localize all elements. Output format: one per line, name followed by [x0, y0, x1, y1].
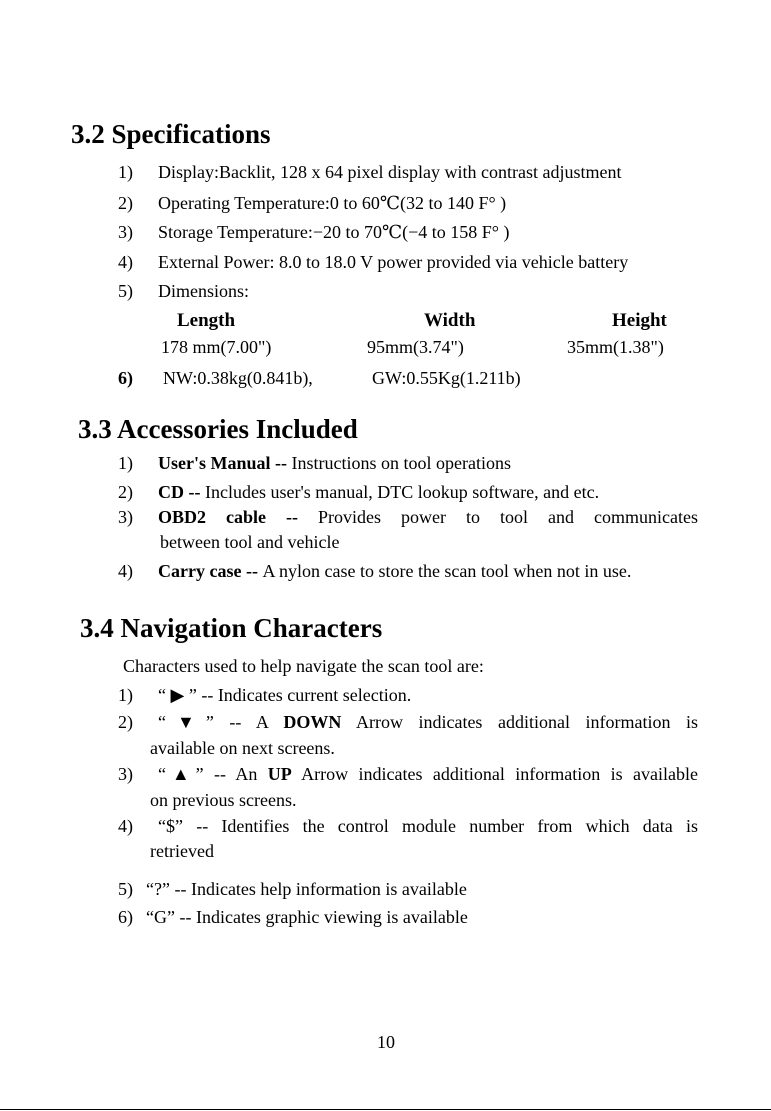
section-number: 3.4	[80, 613, 114, 643]
item-number: 1)	[118, 685, 133, 705]
dimension-header-length: Length	[177, 310, 236, 331]
item-number: 3)	[118, 764, 133, 784]
dimension-value-height: 35mm(1.38")	[567, 337, 664, 357]
item-text-post: Arrow indicates additional information is available	[291, 764, 698, 784]
accessory-desc: Includes user's manual, DTC lookup software, and etc.	[205, 482, 600, 502]
dimension-value-width: 95mm(3.74")	[367, 337, 464, 357]
list-item-continuation: between tool and vehicle	[160, 532, 340, 552]
item-text: Storage Temperature:−20 to 70℃(−4 to 158 F° )	[158, 222, 510, 242]
item-number: 6)	[118, 907, 133, 927]
graphic-symbol: “G”	[146, 907, 175, 927]
dimension-value-length: 178 mm(7.00")	[161, 337, 272, 357]
list-item-weight	[118, 366, 313, 390]
item-text-bold: DOWN	[283, 712, 342, 732]
item-number: 5)	[118, 281, 133, 301]
list-item	[118, 559, 631, 583]
list-item-continuation: available on next screens.	[150, 738, 335, 758]
section-title: Navigation Characters	[120, 613, 383, 643]
separator: --	[270, 453, 292, 473]
accessory-name: Carry case	[158, 561, 242, 581]
section-heading-navigation	[80, 612, 382, 644]
item-number: 4)	[118, 816, 133, 836]
item-text-pre: -- A	[213, 712, 284, 732]
separator: --	[241, 561, 263, 581]
list-item	[118, 814, 698, 838]
accessory-desc: Instructions on tool operations	[291, 453, 511, 473]
separator: --	[266, 507, 319, 527]
bottom-rule	[0, 1109, 771, 1110]
item-number: 5)	[118, 879, 133, 899]
item-number: 6)	[118, 368, 133, 388]
section-heading-accessories	[78, 413, 358, 445]
section-intro: Characters used to help navigate the scan tool are:	[123, 656, 484, 676]
list-item-continuation: on previous screens.	[150, 790, 297, 810]
item-number: 2)	[118, 482, 133, 502]
list-item	[118, 160, 621, 184]
accessory-name: User's Manual	[158, 453, 271, 473]
item-number: 4)	[118, 561, 133, 581]
item-number: 1)	[118, 453, 133, 473]
list-item	[118, 905, 468, 929]
accessory-desc: Provides power to tool and communicates	[318, 507, 698, 527]
dimension-header-height: Height	[612, 310, 667, 331]
list-item	[118, 279, 249, 303]
item-number: 3)	[118, 222, 133, 242]
dollar-symbol: “$”	[158, 816, 183, 836]
item-text-pre: -- An	[203, 764, 268, 784]
section-number: 3.3	[78, 414, 112, 444]
list-item	[118, 220, 509, 244]
list-item	[118, 710, 698, 734]
item-number: 2)	[118, 712, 133, 732]
list-item	[118, 762, 698, 786]
arrow-up-icon: “▲”	[158, 764, 204, 784]
item-number: 1)	[118, 162, 133, 182]
list-item	[118, 877, 467, 901]
item-text: Display:Backlit, 128 x 64 pixel display with contrast adjustment	[158, 162, 622, 182]
section-title: Accessories Included	[117, 414, 358, 444]
accessory-name: OBD2 cable	[158, 507, 267, 527]
arrow-down-icon: “▼”	[158, 712, 214, 732]
list-item	[118, 191, 506, 215]
gross-weight: GW:0.55Kg(1.211b)	[372, 368, 521, 388]
list-item-continuation: retrieved	[150, 841, 214, 861]
section-heading-specifications	[71, 118, 271, 150]
section-title: Specifications	[111, 119, 271, 149]
item-text: Operating Temperature:0 to 60℃(32 to 140 F° )	[158, 193, 507, 213]
item-number: 2)	[118, 193, 133, 213]
item-text: -- Identifies the control module number from which data is	[182, 816, 698, 836]
accessory-desc: A nylon case to store the scan tool when not in use.	[262, 561, 632, 581]
item-text: -- Indicates help information is available	[169, 879, 467, 899]
dimension-header-width: Width	[424, 310, 476, 331]
item-number: 4)	[118, 252, 133, 272]
list-item	[118, 480, 599, 504]
accessory-name: CD	[158, 482, 184, 502]
item-text: External Power: 8.0 to 18.0 V power provided via vehicle battery	[158, 252, 629, 272]
item-text-bold: UP	[267, 764, 292, 784]
list-item	[118, 683, 411, 707]
item-text: -- Indicates graphic viewing is available	[174, 907, 468, 927]
list-item	[118, 505, 698, 529]
net-weight: NW:0.38kg(0.841b),	[163, 368, 313, 388]
separator: --	[184, 482, 205, 502]
item-text-post: Arrow indicates additional information is	[341, 712, 698, 732]
item-number: 3)	[118, 507, 133, 527]
page-number: 10	[377, 1032, 395, 1052]
list-item	[118, 250, 628, 274]
section-number: 3.2	[71, 119, 105, 149]
item-text: -- Indicates current selection.	[196, 685, 412, 705]
item-text: Dimensions:	[158, 281, 250, 301]
arrow-right-icon: “ ▶ ”	[158, 685, 197, 705]
list-item	[118, 451, 511, 475]
help-symbol: “?”	[146, 879, 170, 899]
